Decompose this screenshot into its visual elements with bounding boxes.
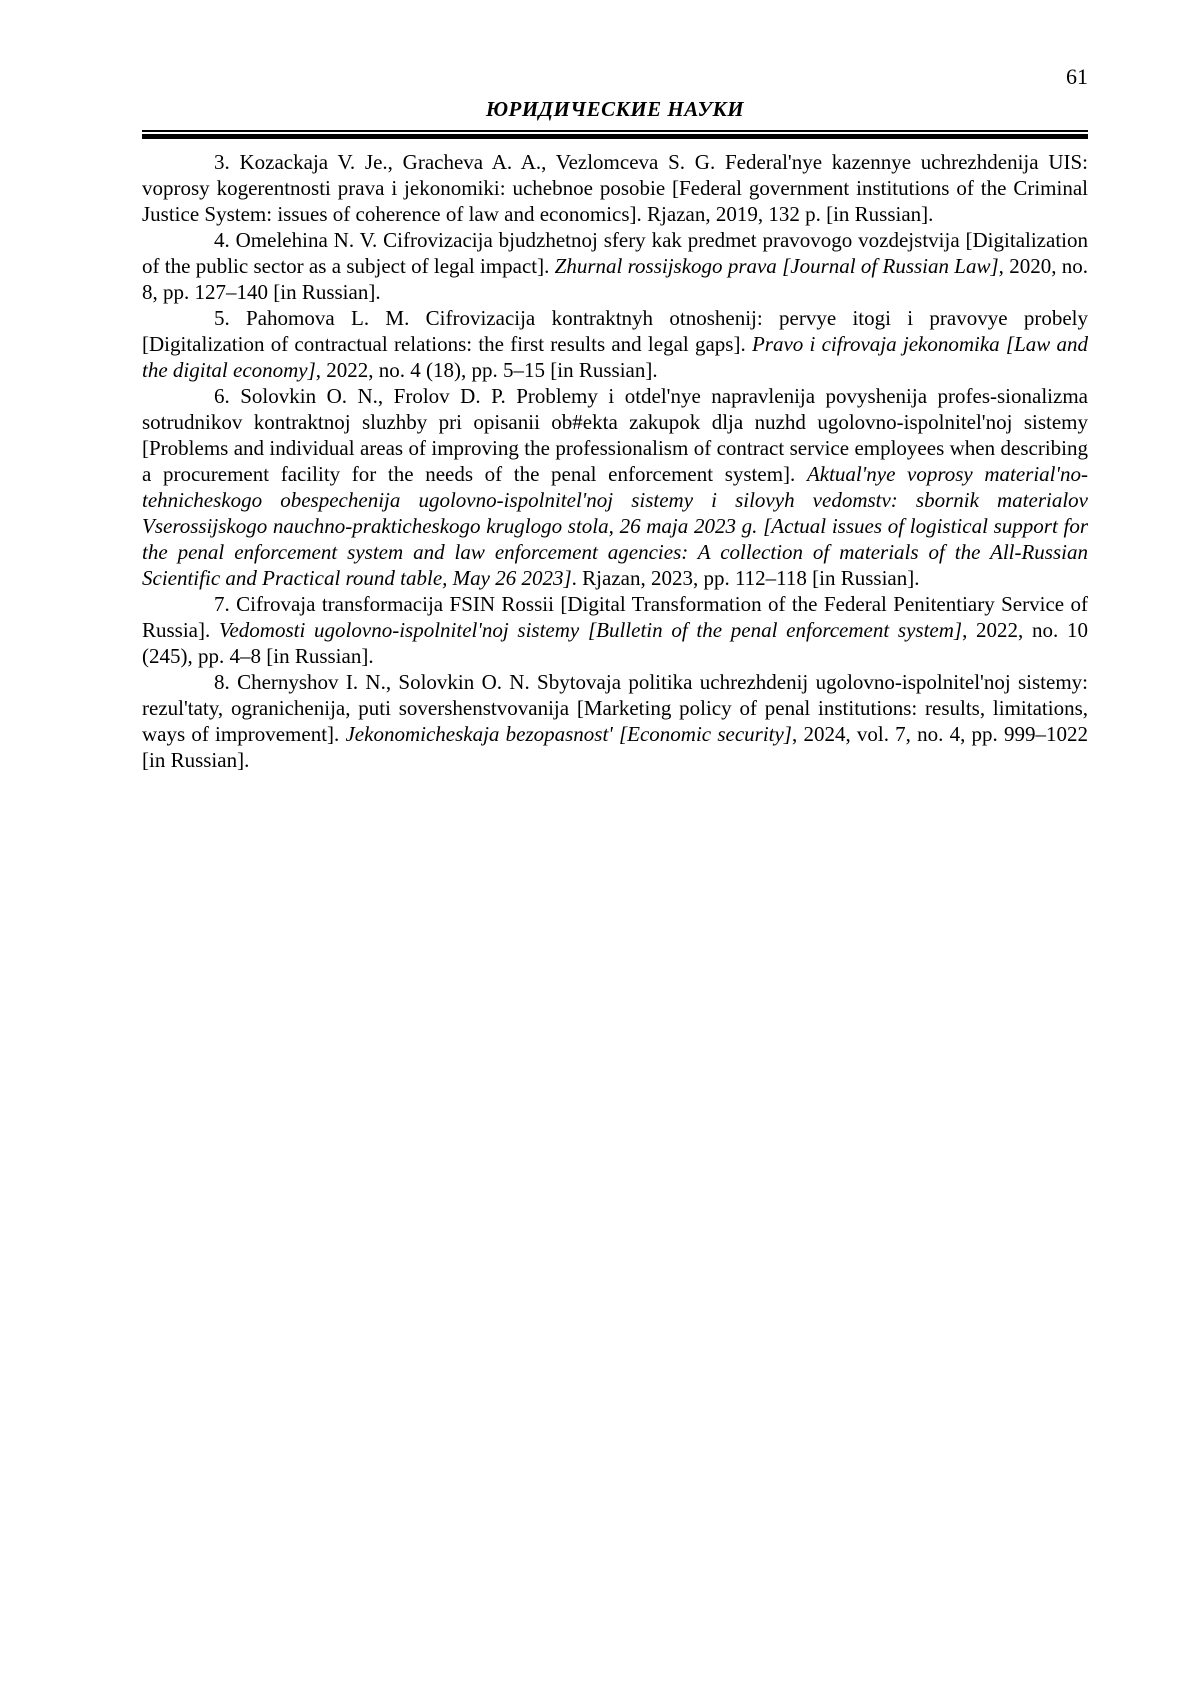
reference-text-run: 7. Cifrovaja transformacija FSIN Rossii [Digital Transformation of the Federal Penitentiary Service of Russia]. — [142, 592, 1088, 642]
reference-text-run: , 2024, vol. 7, no. 4, pp. 999–1022 [in Russian]. — [142, 722, 1088, 772]
reference-text-run: , 2022, no. 4 (18), pp. 5–15 [in Russian]. — [315, 358, 658, 382]
page-number: 61 — [1066, 64, 1088, 89]
reference-item — [142, 149, 1088, 227]
reference-italic-run: Zhurnal rossijskogo prava [Journal of Russian Law] — [554, 254, 999, 278]
reference-text-run: 5. Pahomova L. M. Cifrovizacija kontraktnyh otnoshenij: pervye itogi i pravovye probely [Digitalization of contractual relations: the first results and legal gaps]. — [142, 306, 1088, 356]
section-header-title: ЮРИДИЧЕСКИЕ НАУКИ — [485, 97, 745, 121]
reference-item — [142, 227, 1088, 305]
reference-text-run: 8. Chernyshov I. N., Solovkin O. N. Sbytovaja politika uchrezhdenij ugolovno-ispolnitel'noj sistemy: rezul'taty, ogranichenija, puti sovershenstvovanija [Marketing policy of penal institutions: results, limitations, ways of improvement]. — [142, 670, 1088, 746]
reference-item — [142, 669, 1088, 773]
reference-italic-run: Jekonomicheskaja bezopasnost' [Economic security] — [345, 722, 792, 746]
reference-text-run: . Rjazan, 2023, pp. 112–118 [in Russian]. — [571, 566, 920, 590]
reference-text-run: 4. Omelehina N. V. Cifrovizacija bjudzhetnoj sfery kak predmet pravovogo vozdejstvija [Digitalization of the public sector as a subject of legal impact]. — [142, 228, 1088, 278]
reference-italic-run: Pravo i cifrovaja jekonomika [Law and the digital economy] — [142, 332, 1088, 382]
reference-text-run: , 2022, no. 10 (245), pp. 4–8 [in Russian]. — [142, 618, 1089, 668]
header-rule-thin-line — [142, 130, 1088, 132]
header-rule-thick-line — [142, 134, 1088, 139]
reference-item — [142, 305, 1088, 383]
header-rule — [142, 130, 1088, 139]
reference-italic-run: Vedomosti ugolovno-ispolnitel'noj sistemy [Bulletin of the penal enforcement system] — [218, 618, 963, 642]
reference-item — [142, 591, 1088, 669]
reference-italic-run: Aktual'nye voprosy material'no-tehnicheskogo obespechenija ugolovno-ispolnitel'noj sistemy i silovyh vedomstv: sbornik materialov Vserossijskogo nauchno-prakticheskogo kruglogo stola, 26 maja 2023 g. [Actual issues of logistical support for the penal enforcement system and law enforcement agencies: A collection of materials of the All-Russian Scientific and Practical round table, May 26 2023] — [142, 462, 1088, 590]
reference-item — [142, 383, 1088, 591]
reference-text-run: 6. Solovkin O. N., Frolov D. P. Problemy i otdel'nye napravlenija povyshenija profes-sionalizma sotrudnikov kontraktnoj sluzhby pri opisanii ob#ekta zakupok dlja nuzhd ugolovno-ispolnitel'noj sistemy [Problems and individual areas of improving the professionalism of contract service employees when describing a procurement facility for the needs of the penal enforcement system]. — [142, 384, 1088, 486]
reference-text-run: , 2020, no. 8, pp. 127–140 [in Russian]. — [142, 254, 1088, 304]
reference-text-run: 3. Kozackaja V. Je., Gracheva A. A., Vezlomceva S. G. Federal'nye kazennye uchrezhdenija UIS: voprosy kogerentnosti prava i jekonomiki: uchebnoe posobie [Federal government institutions of the Criminal Justice System: issues of coherence of law and economics]. Rjazan, 2019, 132 p. [in Russian]. — [142, 150, 1088, 226]
references-list — [142, 149, 1088, 773]
